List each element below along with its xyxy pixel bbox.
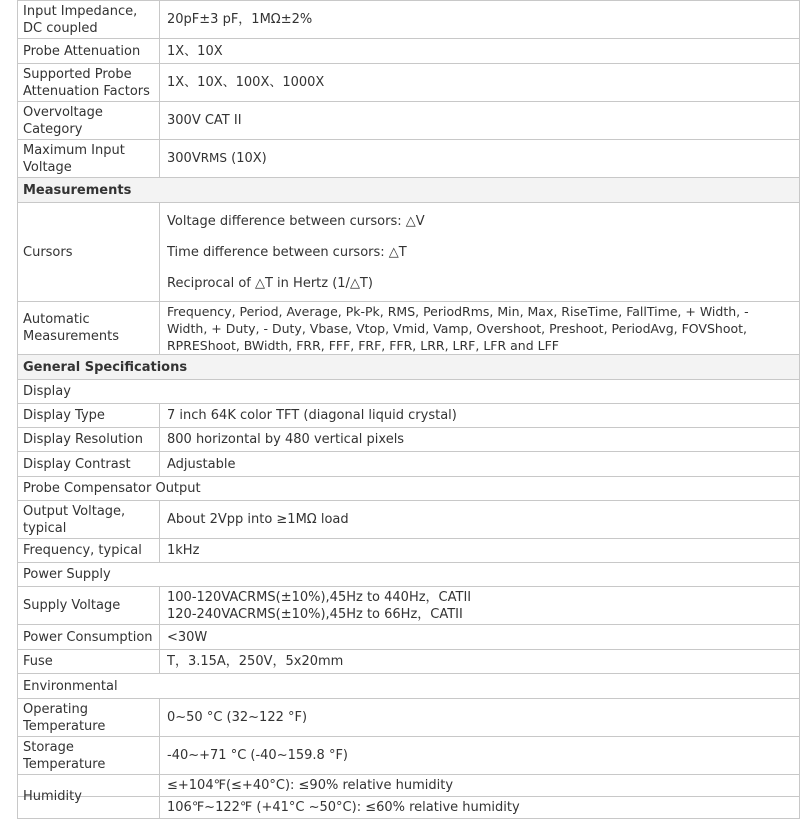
section-measurements: Measurements — [23, 182, 132, 198]
value-display-resolution: 800 horizontal by 480 vertical pixels — [167, 432, 405, 447]
label-display-resolution: Display Resolution — [23, 432, 143, 447]
value-storage-temperature: -40~+71 °C (-40~159.8 °F) — [167, 748, 348, 763]
label-overvoltage: Overvoltage Category — [23, 104, 103, 137]
value-humidity-line1: ≤+104℉(≤+40°C): ≤90% relative humidity — [167, 778, 454, 793]
label-storage-temperature: Storage Temperature — [23, 739, 106, 772]
value-fuse: T，3.15A，250V，5x20mm — [167, 654, 344, 669]
label-display-type: Display Type — [23, 408, 105, 423]
spec-table — [17, 0, 800, 821]
label-operating-temperature: Operating Temperature — [23, 701, 106, 734]
value-supported-factors: 1X、10X、100X、1000X — [167, 75, 325, 90]
section-general-specifications: General Specifications — [23, 359, 188, 375]
value-overvoltage: 300V CAT II — [167, 113, 242, 128]
value-max-input: 300V RMS (10X) — [167, 151, 267, 166]
label-frequency: Frequency, typical — [23, 543, 142, 558]
subsection-display: Display — [23, 384, 71, 399]
label-cursors: Cursors — [23, 244, 73, 260]
label-max-input: Maximum Input Voltage — [23, 142, 125, 175]
label-display-contrast: Display Contrast — [23, 456, 131, 472]
value-display-type: 7 inch 64K color TFT (diagonal liquid crystal) — [167, 408, 457, 423]
value-probe-attenuation: 1X、10X — [167, 43, 223, 59]
label-power-consumption: Power Consumption — [23, 629, 153, 645]
subsection-power-supply: Power Supply — [23, 567, 111, 582]
label-humidity: Humidity — [23, 789, 82, 804]
value-cursors: Voltage difference between cursors: △V Time difference between cursors: △T Reciprocal of △T in Hertz (1/△T) — [167, 213, 425, 291]
label-input-impedance: Input Impedance, DC coupled — [23, 3, 138, 36]
label-supported-factors: Supported Probe Attenuation Factors — [23, 66, 150, 99]
value-display-contrast: Adjustable — [167, 456, 236, 472]
subsection-environmental: Environmental — [23, 678, 118, 694]
value-auto-measurements: Frequency, Period, Average, Pk-Pk, RMS, PeriodRms, Min, Max, RiseTime, FallTime, + Width, - Width, + Duty, - Duty, Vbase, Vtop, Vmid, Vamp, Overshoot, Preshoot, PeriodAvg, FOVShoot, RPREShoot, BWidth, FRR, FFF, FRF, FFR, LRR, LRF, LFR and LFF — [167, 303, 749, 353]
value-input-impedance: 20pF±3 pF，1MΩ±2% — [167, 12, 313, 27]
label-auto-measurements: Automatic Measurements — [23, 312, 120, 344]
subsection-probe-compensator: Probe Compensator Output — [23, 481, 201, 496]
value-humidity-line2: 106℉~122℉ (+41°C ~50°C): ≤60% relative humidity — [167, 800, 520, 815]
value-output-voltage: About 2Vpp into ≥1MΩ load — [167, 512, 349, 527]
label-supply-voltage: Supply Voltage — [23, 598, 121, 613]
label-probe-attenuation: Probe Attenuation — [23, 43, 141, 59]
label-fuse: Fuse — [23, 654, 53, 669]
label-output-voltage: Output Voltage, typical — [23, 503, 126, 536]
value-operating-temperature: 0~50 °C (32~122 °F) — [167, 710, 308, 725]
value-frequency: 1kHz — [167, 543, 200, 558]
value-power-consumption: <30W — [167, 629, 208, 645]
value-supply-voltage: 100-120VACRMS(±10%),45Hz to 440Hz，CATII 120-240VACRMS(±10%),45Hz to 66Hz，CATII — [167, 589, 472, 622]
